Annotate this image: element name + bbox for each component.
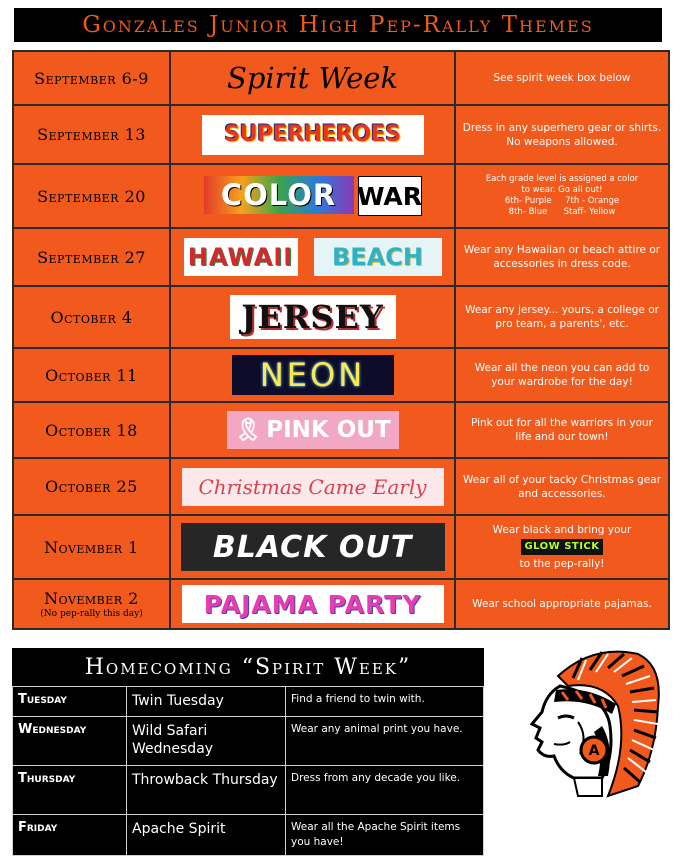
christmas-logo: Christmas Came Early (182, 468, 444, 506)
badge-letter: A (588, 743, 600, 759)
homecoming-title: Homecoming “Spirit Week” (84, 654, 412, 680)
theme-date-note: (No pep-rally this day) (40, 609, 143, 619)
theme-logo-cell (170, 228, 455, 286)
homecoming-day: Friday (13, 815, 127, 856)
glow-stick-badge: GLOW STICK (521, 539, 602, 555)
theme-logo-cell (170, 105, 455, 164)
pink-out-logo (227, 411, 399, 449)
theme-description: Wear all the neon you can add to your wardrobe for the day! (455, 348, 669, 402)
theme-description: Wear all of your tacky Christmas gear and accessories. (455, 458, 669, 515)
theme-row (13, 105, 669, 164)
pink-out-label: PINK OUT (266, 417, 391, 443)
theme-date: September 13 (13, 105, 170, 164)
homecoming-day: Tuesday (13, 687, 127, 717)
theme-date: September 27 (13, 228, 170, 286)
theme-logo-cell (170, 402, 455, 458)
theme-date: October 4 (13, 286, 170, 348)
theme-logo-cell (170, 164, 455, 228)
homecoming-day: Thursday (13, 766, 127, 815)
theme-row (13, 51, 669, 105)
desc-line: to wear. Go all out! (521, 185, 603, 195)
homecoming-activity: Wear any animal print you have. (286, 717, 484, 766)
themes-table (12, 50, 670, 630)
homecoming-row (13, 815, 484, 856)
homecoming-spirit-week-box (12, 648, 484, 856)
theme-date: October 18 (13, 402, 170, 458)
theme-description (455, 515, 669, 579)
superheroes-logo: SUPERHEROES (202, 115, 424, 155)
theme-row (13, 579, 669, 629)
theme-logo-cell (170, 579, 455, 629)
neon-logo: NEON (232, 355, 394, 395)
theme-date: October 25 (13, 458, 170, 515)
homecoming-activity: Wear all the Apache Spirit items you have! (286, 815, 484, 856)
theme-date: October 11 (13, 348, 170, 402)
jersey-logo: JERSEY (230, 295, 396, 339)
theme-description: Dress in any superhero gear or shirts. No weapons allowed. (455, 105, 669, 164)
pajama-party-logo: PAJAMA PARTY (182, 585, 444, 623)
desc-line: to the pep-rally! (519, 558, 605, 570)
theme-description: Wear any jersey... yours, a college or pro team, a parents', etc. (455, 286, 669, 348)
desc-line: 8th- Blue Staff- Yellow (508, 207, 616, 217)
theme-date-label: November 2 (44, 589, 139, 608)
theme-date: September 6-9 (13, 51, 170, 105)
theme-logo-cell (170, 51, 455, 105)
homecoming-theme-name: Twin Tuesday (127, 687, 286, 717)
theme-logo-cell (170, 458, 455, 515)
theme-description (455, 164, 669, 228)
theme-row (13, 402, 669, 458)
theme-description: See spirit week box below (455, 51, 669, 105)
desc-line: 6th- Purple 7th - Orange (504, 196, 620, 206)
color-logo: COLOR (204, 176, 354, 214)
homecoming-theme-name: Apache Spirit (127, 815, 286, 856)
theme-description: Wear school appropriate pajamas. (455, 579, 669, 629)
theme-row (13, 348, 669, 402)
homecoming-activity: Dress from any decade you like. (286, 766, 484, 815)
apache-mascot-logo (498, 646, 668, 804)
spirit-week-logo: Spirit Week (226, 61, 399, 95)
homecoming-table (12, 686, 484, 856)
theme-logo-cell (170, 348, 455, 402)
black-out-logo: BLACK OUT (181, 523, 445, 571)
homecoming-row (13, 717, 484, 766)
theme-description: Pink out for all the warriors in your life and our town! (455, 402, 669, 458)
theme-row (13, 228, 669, 286)
homecoming-activity: Find a friend to twin with. (286, 687, 484, 717)
page-title: Gonzales Junior High Pep-Rally Themes (14, 8, 662, 42)
desc-line: Wear black and bring your (492, 524, 632, 536)
war-logo: WAR (358, 176, 422, 216)
homecoming-theme-name: Throwback Thursday (127, 766, 286, 815)
homecoming-day: Wednesday (13, 717, 127, 766)
theme-description: Wear any Hawaiian or beach attire or accessories in dress code. (455, 228, 669, 286)
theme-date (13, 579, 170, 629)
theme-logo-cell (170, 286, 455, 348)
homecoming-theme-name: Wild Safari Wednesday (127, 717, 286, 766)
theme-logo-cell (170, 515, 455, 579)
theme-date: November 1 (13, 515, 170, 579)
desc-line: Each grade level is assigned a color (485, 174, 639, 184)
theme-row (13, 286, 669, 348)
theme-row (13, 458, 669, 515)
hawaii-logo: HAWAII (184, 238, 298, 276)
theme-row (13, 515, 669, 579)
homecoming-row (13, 687, 484, 717)
theme-row (13, 164, 669, 228)
beach-logo: BEACH (314, 238, 442, 276)
theme-date: September 20 (13, 164, 170, 228)
homecoming-row (13, 766, 484, 815)
ribbon-icon: 🎗 (234, 417, 263, 443)
